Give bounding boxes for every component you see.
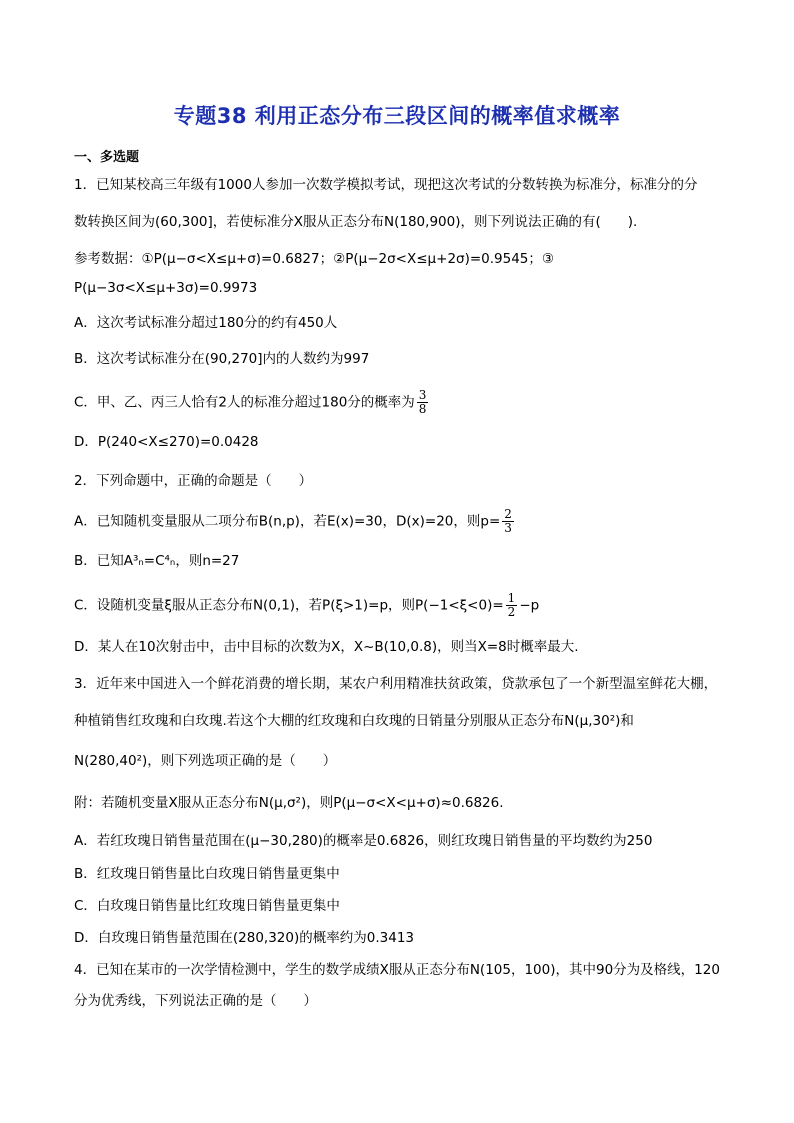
q1-stem-line2: 数转换区间为(60,300]，若使标准分X服从正态分布N(180,900)，则下列说法正确的有( ). [74,214,638,230]
q1-option-c [74,389,430,416]
q2-option-a-fraction [502,508,514,535]
q1-option-b: B．这次考试标准分在(90,270]内的人数约为997 [74,351,370,367]
q3-stem-line3: N(280,40²)，则下列选项正确的是（ ） [74,753,337,769]
q2-option-d: D．某人在10次射击中，击中目标的次数为X，X~B(10,0.8)，则当X=8时概率最大. [74,639,579,655]
q1-reference-line1: 参考数据：①P(μ−σ<X≤μ+σ)=0.6827；②P(μ−2σ<X≤μ+2σ)=0.9545；③ [74,251,555,267]
q2-option-c-fraction [506,592,518,619]
q1-option-c-fraction [417,389,429,416]
q3-option-d: D．白玫瑰日销售量范围在(280,320)的概率约为0.3413 [74,930,414,946]
q4-stem-line2: 分为优秀线，下列说法正确的是（ ） [74,993,317,1009]
fraction-numerator: 3 [418,388,427,402]
q3-option-b: B．红玫瑰日销售量比白玫瑰日销售量更集中 [74,866,340,882]
fraction-denominator: 3 [504,521,512,535]
q1-option-c-text: C．甲、乙、丙三人恰有2人的标准分超过180分的概率为 [74,394,415,411]
q2-stem: 2．下列命题中，正确的命题是（ ） [74,473,313,489]
q2-option-b: B．已知A³ₙ=C⁴ₙ，则n=27 [74,553,240,569]
q2-option-a-text: A．已知随机变量服从二项分布B(n,p)，若E(x)=30，D(x)=20，则p= [74,513,501,530]
section-heading: 一、多选题 [74,150,140,165]
q4-stem-line1: 4．已知在某市的一次学情检测中，学生的数学成绩X服从正态分布N(105，100)，其中90分为及格线，120 [74,962,720,978]
fraction-numerator: 1 [507,591,516,605]
q3-note: 附：若随机变量X服从正态分布N(μ,σ²)，则P(μ−σ<X<μ+σ)≈0.6826. [74,795,504,811]
q1-reference-line2: P(μ−3σ<X≤μ+3σ)=0.9973 [74,280,258,296]
q3-stem-line1: 3．近年来中国进入一个鲜花消费的增长期，某农户利用精准扶贫政策，贷款承包了一个新型温室鲜花大棚， [74,676,718,692]
fraction-numerator: 2 [504,507,512,521]
q3-stem-line2: 种植销售红玫瑰和白玫瑰.若这个大棚的红玫瑰和白玫瑰的日销量分别服从正态分布N(μ,30²)和 [74,713,634,729]
q1-option-a: A．这次考试标准分超过180分的约有450人 [74,315,338,331]
q1-option-d: D．P(240<X≤270)=0.0428 [74,434,259,450]
q3-option-c: C．白玫瑰日销售量比红玫瑰日销售量更集中 [74,898,340,914]
q2-option-c [74,592,539,619]
fraction-denominator: 2 [507,605,516,619]
q2-option-c-text: C．设随机变量ξ服从正态分布N(0,1)，若P(ξ>1)=p，则P(−1<ξ<0)= [74,597,504,614]
q1-stem-line1: 1．已知某校高三年级有1000人参加一次数学模拟考试，现把这次考试的分数转换为标准分，标准分的分 [74,177,698,193]
fraction-denominator: 8 [418,402,427,416]
q2-option-a [74,508,516,535]
q2-option-c-tail: −p [519,597,540,614]
page-title: 专题38 利用正态分布三段区间的概率值求概率 [173,104,621,128]
q3-option-a: A．若红玫瑰日销售量范围在(μ−30,280)的概率是0.6826，则红玫瑰日销售量的平均数约为250 [74,833,653,849]
